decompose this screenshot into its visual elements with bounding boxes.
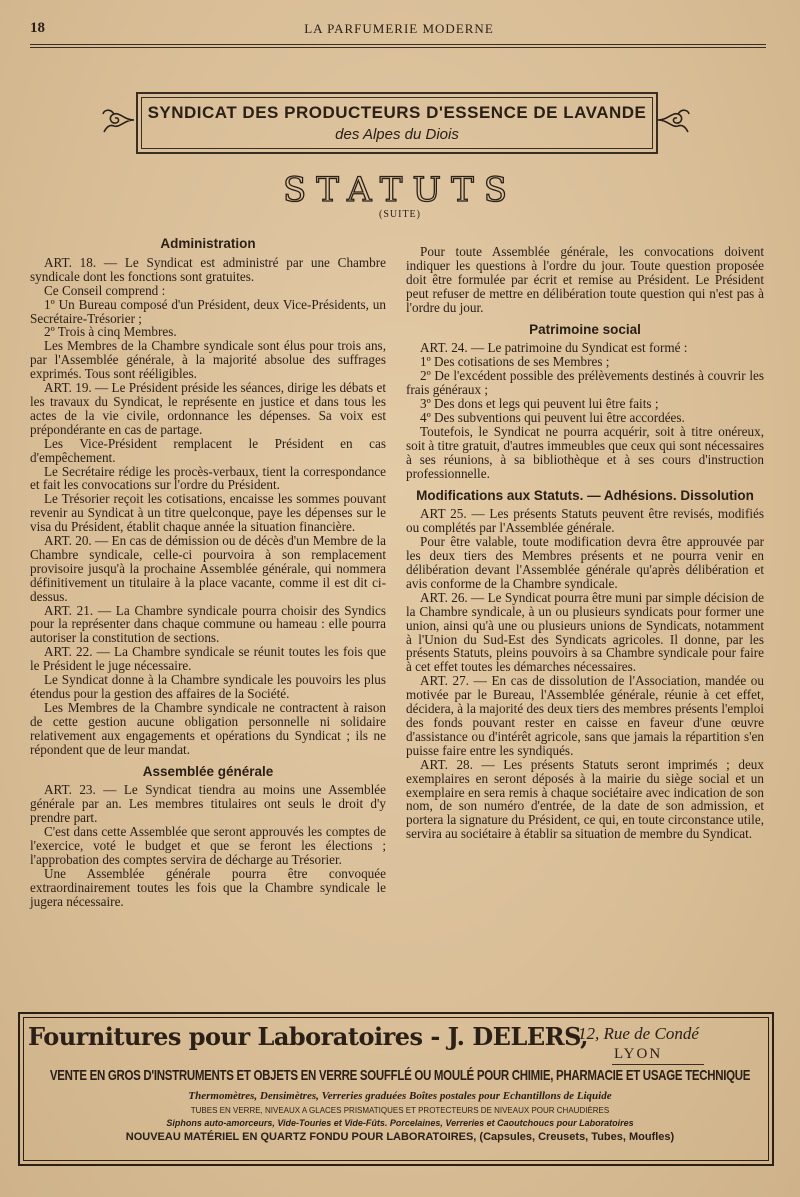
article-paragraph: Les Membres de la Chambre syndicale ne contractent à raison de cette gestion aucune obligation personnelle ni solidaire relativement aux engagements et opérations du Syndicat ; ils ne répondent que de leur mandat. bbox=[30, 699, 386, 757]
main-title: STATUTS bbox=[282, 170, 518, 210]
article-paragraph: 1º Un Bureau composé d'un Président, deux Vice-Présidents, un Secrétaire-Trésorier ; bbox=[30, 296, 386, 326]
article-paragraph: Le Secrétaire rédige les procès-verbaux, tient la correspondance et fait les convocations sur l'ordre du Président. bbox=[30, 463, 386, 493]
article-paragraph: ART 25. — Les présents Statuts peuvent être revisés, modifiés ou complétés par l'Assemblée générale. bbox=[406, 506, 764, 536]
article-paragraph: ART. 18. — Le Syndicat est administré par une Chambre syndicale dont les fonctions sont gratuites. bbox=[30, 254, 386, 284]
ad-street: 12, Rue de Condé bbox=[578, 1024, 699, 1043]
section-heading: Modifications aux Statuts. — Adhésions. Dissolution bbox=[416, 487, 754, 503]
right-ornament-icon bbox=[656, 102, 692, 138]
article-paragraph: ART. 27. — En cas de dissolution de l'Association, mandée ou motivée par le Bureau, l'Assemblée générale, réunie à cet effet, décidera, à la majorité des deux tiers des membres présents l'emploi des fonds pouvant rester en caisse en faveur d'une œuvre d'assistance ou d'intérêt agricole, sans que jamais la répartition s'en puisse faire entre les syndiqués. bbox=[406, 673, 764, 758]
section-heading: Patrimoine social bbox=[529, 321, 641, 337]
header-rule bbox=[30, 44, 766, 45]
section-heading: Assemblée générale bbox=[142, 763, 274, 779]
article-paragraph: 1º Des cotisations de ses Membres ; bbox=[420, 354, 610, 370]
suite-label: (SUITE) bbox=[379, 209, 421, 220]
article-paragraph: ART. 23. — Le Syndicat tiendra au moins une Assemblée générale par an. Les membres titulaires ont seuls le droit d'y prendre part. bbox=[30, 782, 386, 826]
article-paragraph: Une Assemblée générale pourra être convoquée extraordinairement toutes les fois que la Chambre syndicale le jugera nécessaire. bbox=[30, 865, 386, 909]
article-paragraph: ART. 21. — La Chambre syndicale pourra choisir des Syndics pour la représenter dans chaque commune ou hameau : elle pourra autoriser la constitution de sections. bbox=[30, 602, 386, 646]
ad-headline: Fournitures pour Laboratoires - J. DELERS, bbox=[28, 1022, 588, 1051]
ad-line-3: TUBES EN VERRE, NIVEAUX A GLACES PRISMATIQUES ET PROTECTEURS DE NIVEAUX POUR CHAUDIÈRES bbox=[190, 1106, 610, 1115]
article-paragraph: Les Membres de la Chambre syndicale sont élus pour trois ans, par l'Assemblée générale, à la majorité absolue des suffrages exprimés. Tous sont rééligibles. bbox=[30, 338, 386, 382]
article-paragraph: Toutefois, le Syndicat ne pourra acquérir, soit à titre onéreux, soit à titre gratuit, d'autres immeubles que ceux qui sont nécessaires à ses réunions, à sa bibliothèque et à ses cours d'instruction professionnelle. bbox=[406, 423, 764, 481]
article-paragraph: Pour toute Assemblée générale, les convocations doivent indiquer les questions à l'ordre du jour. Toute question proposée doit être formulée par écrit et remise au Président. Le Président peut refuser de mettre en délibération toute question qui n'est pas à l'ordre du jour. bbox=[406, 244, 764, 315]
article-paragraph: C'est dans cette Assemblée que seront approuvés les comptes de l'exercice, voté le budget et que se feront les élections ; l'approbation des comptes servira de décharge au Trésorier. bbox=[30, 824, 386, 867]
article-paragraph: ART. 24. — Le patrimoine du Syndicat est formé : bbox=[420, 340, 688, 356]
banner-title: SYNDICAT DES PRODUCTEURS D'ESSENCE DE LAVANDE bbox=[147, 103, 647, 122]
article-paragraph: ART. 20. — En cas de démission ou de décès d'un Membre de la Chambre syndicale, celle-ci pourvoira à son remplacement provisoire jusqu'à la prochaine Assemblée générale, qui nommera définitivement un titulaire à la place vacante, comme il est dit ci-dessus. bbox=[30, 533, 386, 604]
syndicate-banner bbox=[136, 92, 658, 154]
article-paragraph: ART. 26. — Le Syndicat pourra être muni par simple décision de la Chambre syndicale, à un ou plusieurs syndicats pour former une union, ainsi qu'à une ou plusieurs unions de Syndicats, notamment à l'Union du Sud-Est des Syndicats agricoles. Il donne, par les présents Statuts, pleins pouvoirs à sa Chambre syndicale pour faire à cet effet toutes les démarches nécessaires. bbox=[406, 589, 764, 675]
ad-line-5: NOUVEAU MATÉRIEL EN QUARTZ FONDU POUR LABORATOIRES, (Capsules, Creusets, Tubes, Moufles) bbox=[125, 1131, 675, 1143]
ad-line-2: Thermomètres, Densimètres, Verreries graduées Boîtes postales pour Echantillons de Liquide bbox=[188, 1090, 612, 1102]
article-paragraph: Le Trésorier reçoit les cotisations, encaisse les sommes pouvant revenir au Syndicat à un titre quelconque, paye les dépenses sur le visa du Président, établit chaque année la situation financière. bbox=[30, 491, 386, 535]
article-paragraph: Pour être valable, toute modification devra être approuvée par les deux tiers des Membres présents et ne pourra venir en délibération devant l'Assemblée générale qu'après délibération et avis conforme de la Chambre syndicale. bbox=[406, 534, 764, 591]
left-column bbox=[30, 237, 386, 909]
page-header bbox=[30, 20, 768, 44]
article-paragraph: 4º Des subventions qui peuvent lui être accordées. bbox=[420, 409, 685, 425]
article-paragraph: 3º Des dons et legs qui peuvent lui être faits ; bbox=[420, 396, 659, 412]
right-column bbox=[406, 245, 764, 841]
article-paragraph: ART. 22. — La Chambre syndicale se réunit toutes les fois que le Président le juge nécessaire. bbox=[30, 644, 386, 674]
city-underline bbox=[612, 1064, 704, 1065]
page-number: 18 bbox=[30, 20, 45, 36]
article-paragraph: 2º De l'excédent possible des prélèvements destinés à couvrir les frais généraux ; bbox=[406, 368, 764, 398]
article-paragraph: Ce Conseil comprend : bbox=[44, 282, 166, 298]
article-paragraph: ART. 28. — Les présents Statuts seront imprimés ; deux exemplaires en seront déposés à la mairie du siège social et un exemplaire en sera remis à chaque sociétaire avec indication de son nom, de son numéro d'entrée, de la date de son admission, et portera la signature du Président, ce qui, en toute circonstance utile, servira au sociétaire à établir sa situation de membre du Syndicat. bbox=[406, 756, 764, 842]
article-paragraph: Les Vice-Président remplacent le Président en cas d'empêchement. bbox=[30, 435, 386, 465]
ad-line-1: VENTE EN GROS D'INSTRUMENTS ET OBJETS EN VERRE SOUFFLÉ OU MOULÉ POUR CHIMIE, PHARMACIE ET USAGE TECHNIQUE bbox=[49, 1068, 751, 1084]
ad-line-4: Siphons auto-amorceurs, Vide-Touries et Vide-Fûts. Porcelaines, Verreries et Caoutchoucs pour Laboratoires bbox=[166, 1118, 634, 1128]
left-ornament-icon bbox=[100, 102, 136, 138]
header-rule-2 bbox=[30, 47, 766, 48]
article-paragraph: Le Syndicat donne à la Chambre syndicale les pouvoirs les plus étendus pour la gestion des affaires de la Société. bbox=[30, 672, 386, 701]
article-paragraph: 2º Trois à cinq Membres. bbox=[44, 324, 177, 340]
article-paragraph: ART. 19. — Le Président préside les séances, dirige les débats et les travaux du Syndicat, le représente en justice et dans tous les actes de la vie civile, ordonnance les dépenses. Sa voix est prépondérante en cas de partage. bbox=[30, 380, 386, 437]
journal-title: LA PARFUMERIE MODERNE bbox=[304, 21, 494, 36]
ad-city: LYON bbox=[614, 1046, 663, 1062]
section-heading: Administration bbox=[160, 236, 256, 251]
banner-subtitle: des Alpes du Diois bbox=[335, 126, 459, 143]
